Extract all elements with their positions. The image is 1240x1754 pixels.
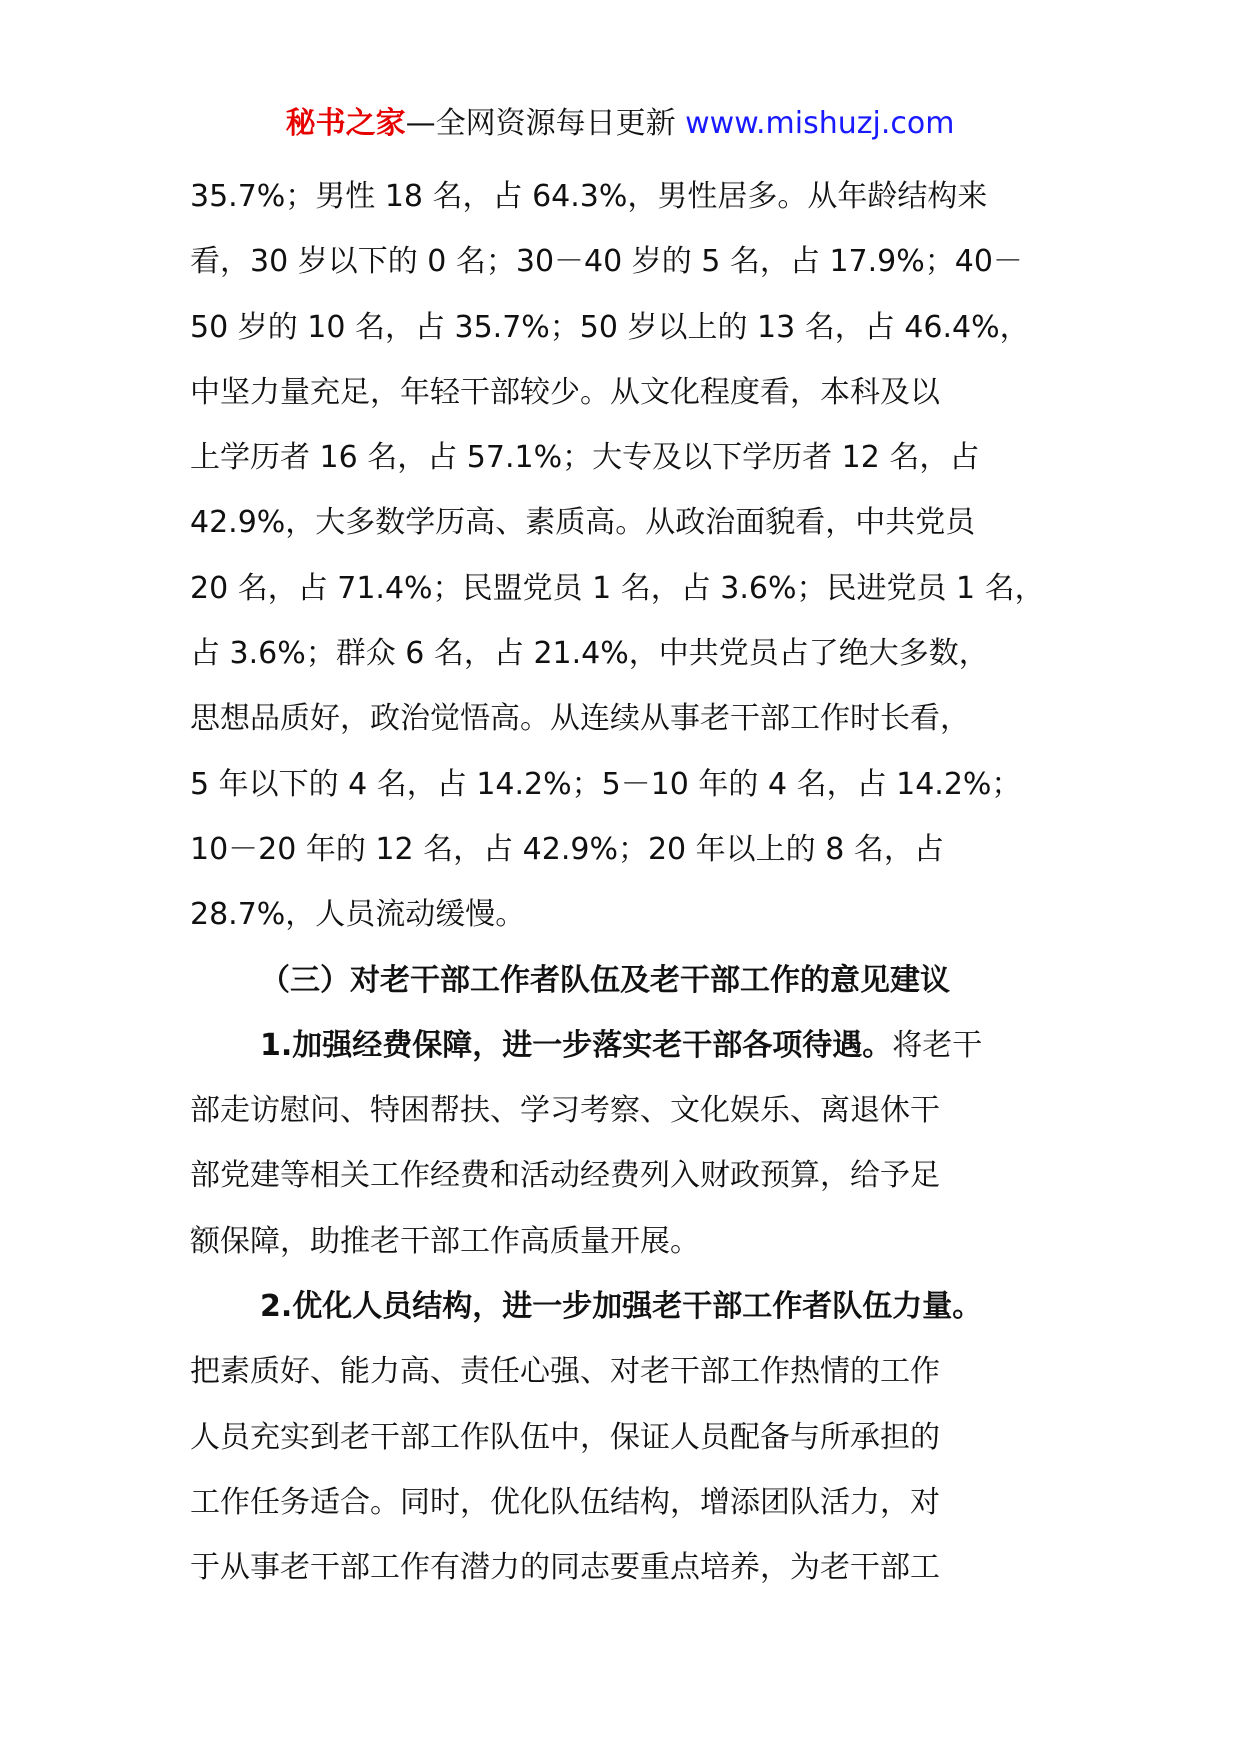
text-line: 28.7%，人员流动缓慢。 — [190, 897, 526, 933]
item-lead-rest: 将老干 — [892, 1027, 983, 1063]
section-heading — [190, 948, 1070, 1013]
text-line: 额保障，助推老干部工作高质量开展。 — [190, 1223, 700, 1259]
text-line: 部走访慰问、特困帮扶、学习考察、文化娱乐、离退休干 — [190, 1093, 940, 1129]
text-line: 人员充实到老干部工作队伍中，保证人员配备与所承担的 — [190, 1419, 940, 1455]
text-line: 思想品质好，政治觉悟高。从连续从事老干部工作时长看， — [190, 701, 970, 737]
item-lead-title: 1.加强经费保障，进一步落实老干部各项待遇。 — [260, 1027, 893, 1063]
text-line: 把素质好、能力高、责任心强、对老干部工作热情的工作 — [190, 1354, 940, 1390]
page-header — [0, 104, 1240, 144]
text-line: 20 名，占 71.4%；民盟党员 1 名，占 3.6%；民进党员 1 名， — [190, 570, 1045, 606]
text-line: 部党建等相关工作经费和活动经费列入财政预算，给予足 — [190, 1158, 940, 1194]
website-link[interactable]: www.mishuzj.com — [685, 106, 955, 141]
text-line: 工作任务适合。同时，优化队伍结构，增添团队活力，对 — [190, 1484, 940, 1520]
item-lead-title: 2.优化人员结构，进一步加强老干部工作者队伍力量。 — [260, 1289, 983, 1325]
section-heading-text: （三）对老干部工作者队伍及老干部工作的意见建议 — [260, 962, 950, 998]
header-tagline: —全网资源每日更新 — [405, 106, 686, 141]
item-first-line — [190, 1274, 1070, 1339]
text-line: 看，30 岁以下的 0 名；30－40 岁的 5 名，占 17.9%；40－ — [190, 244, 1023, 280]
text-line: 50 岁的 10 名，占 35.7%；50 岁以上的 13 名，占 46.4%， — [190, 309, 1030, 345]
text-line: 于从事老干部工作有潜力的同志要重点培养，为老干部工 — [190, 1550, 940, 1586]
text-line: 占 3.6%；群众 6 名，占 21.4%，中共党员占了绝大多数， — [190, 636, 989, 672]
text-line: 中坚力量充足，年轻干部较少。从文化程度看，本科及以 — [190, 374, 940, 410]
brand-name: 秘书之家 — [285, 106, 406, 141]
staff-statistics-paragraph — [190, 164, 1070, 948]
suggestion-item-funding — [190, 1013, 1070, 1274]
text-line: 42.9%，大多数学历高、素质高。从政治面貌看，中共党员 — [190, 505, 976, 541]
document-body — [190, 164, 1070, 1601]
suggestion-item-structure — [190, 1274, 1070, 1600]
text-line: 35.7%；男性 18 名，占 64.3%，男性居多。从年龄结构来 — [190, 179, 988, 214]
text-line: 5 年以下的 4 名，占 14.2%；5－10 年的 4 名，占 14.2%； — [190, 766, 1022, 802]
text-line: 上学历者 16 名，占 57.1%；大专及以下学历者 12 名，占 — [190, 440, 980, 476]
text-line: 10－20 年的 12 名，占 42.9%；20 年以上的 8 名，占 — [190, 831, 944, 867]
item-first-line — [190, 1013, 1070, 1078]
